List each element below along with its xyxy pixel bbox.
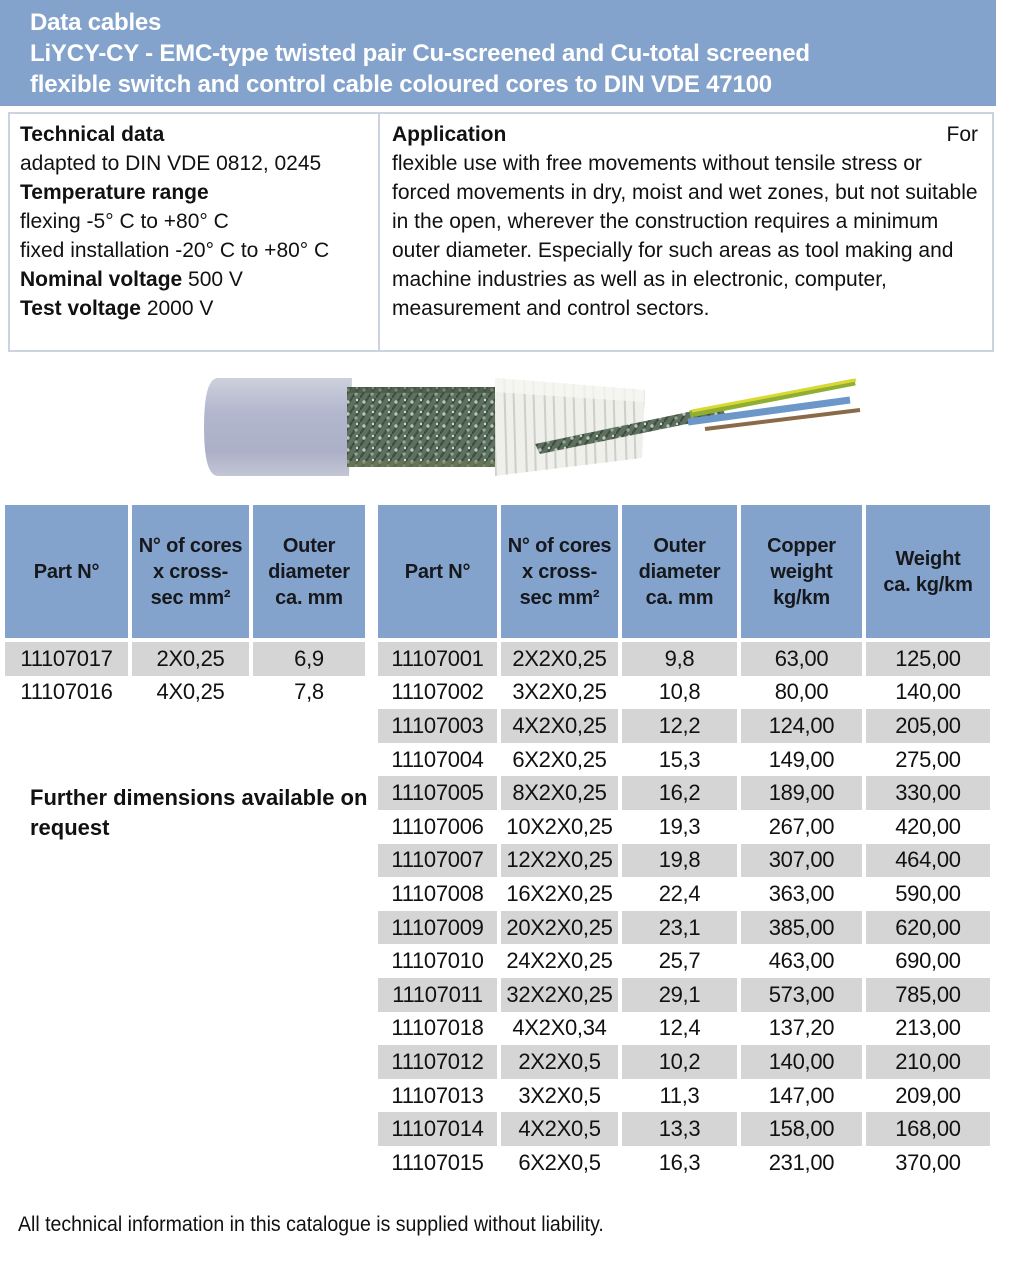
table-cell: 3X2X0,5: [501, 1079, 618, 1113]
table-cell: 11,3: [622, 1079, 737, 1113]
table-cell: 32X2X0,25: [501, 978, 618, 1012]
column-header: Weight ca. kg/km: [866, 505, 990, 638]
column-header: Part N°: [5, 505, 128, 638]
table-cell: 8X2X0,25: [501, 776, 618, 810]
table-cell: 11107012: [378, 1045, 497, 1079]
table-cell: 785,00: [866, 978, 990, 1012]
table-cell: 307,00: [741, 844, 862, 878]
technical-data-line: Test voltage 2000 V: [20, 297, 214, 320]
table-cell: 140,00: [866, 676, 990, 710]
further-dimensions-note: Further dimensions available on request: [30, 785, 368, 840]
table-cell: 16,3: [622, 1146, 737, 1180]
table-cell: 4X2X0,5: [501, 1112, 618, 1146]
table-body: [378, 642, 990, 1180]
table-cell: 11107017: [5, 642, 128, 676]
table-cell: 590,00: [866, 877, 990, 911]
table-cell: 11107003: [378, 709, 497, 743]
page-subtitle-line1: LiYCY-CY - EMC-type twisted pair Cu-screened and Cu-total screened: [30, 40, 810, 67]
table-cell: 330,00: [866, 776, 990, 810]
table-cell: 4X0,25: [132, 676, 249, 710]
table-header-row: [5, 505, 365, 638]
technical-data-line: Technical data: [20, 123, 165, 146]
table-cell: 11107001: [378, 642, 497, 676]
table-cell: 189,00: [741, 776, 862, 810]
cable-photo: [200, 374, 872, 480]
table-cell: 275,00: [866, 743, 990, 777]
table-cell: 2X2X0,25: [501, 642, 618, 676]
table-cell: 12X2X0,25: [501, 844, 618, 878]
table-cell: 573,00: [741, 978, 862, 1012]
table-cell: 24X2X0,25: [501, 944, 618, 978]
dimensions-table-right: [378, 505, 990, 1180]
table-body: [5, 642, 365, 709]
table-cell: 25,7: [622, 944, 737, 978]
table-cell: 11107014: [378, 1112, 497, 1146]
table-cell: 213,00: [866, 1012, 990, 1046]
table-cell: 370,00: [866, 1146, 990, 1180]
table-cell: 9,8: [622, 642, 737, 676]
table-cell: 11107016: [5, 676, 128, 710]
table-cell: 10X2X0,25: [501, 810, 618, 844]
table-cell: 15,3: [622, 743, 737, 777]
table-cell: 137,20: [741, 1012, 862, 1046]
technical-data-section: [10, 114, 380, 350]
column-header: N° of cores x cross- sec mm²: [501, 505, 618, 638]
table-cell: 23,1: [622, 911, 737, 945]
table-cell: 140,00: [741, 1045, 862, 1079]
table-cell: 3X2X0,25: [501, 676, 618, 710]
liability-footer: All technical information in this catalogue is supplied without liability.: [18, 1213, 604, 1236]
table-cell: 209,00: [866, 1079, 990, 1113]
table-cell: 205,00: [866, 709, 990, 743]
table-header-row: [378, 505, 990, 638]
table-cell: 620,00: [866, 911, 990, 945]
table-cell: 231,00: [741, 1146, 862, 1180]
table-cell: 63,00: [741, 642, 862, 676]
table-cell: 11107009: [378, 911, 497, 945]
table-cell: 4X2X0,34: [501, 1012, 618, 1046]
table-cell: 16,2: [622, 776, 737, 810]
table-cell: 363,00: [741, 877, 862, 911]
page-title: Data cables: [30, 9, 162, 36]
application-title: Application: [392, 123, 507, 146]
table-cell: 7,8: [253, 676, 365, 710]
application-heading: [392, 120, 978, 149]
column-header: Part N°: [378, 505, 497, 638]
table-cell: 11107013: [378, 1079, 497, 1113]
table-cell: 11107004: [378, 743, 497, 777]
table-cell: 125,00: [866, 642, 990, 676]
table-cell: 11107010: [378, 944, 497, 978]
table-cell: 11107018: [378, 1012, 497, 1046]
table-cell: 20X2X0,25: [501, 911, 618, 945]
table-cell: 11107002: [378, 676, 497, 710]
technical-data-line: adapted to DIN VDE 0812, 0245: [20, 152, 322, 175]
column-header: N° of cores x cross- sec mm²: [132, 505, 249, 638]
technical-data-line: flexing -5° C to +80° C: [20, 210, 229, 233]
table-cell: 6,9: [253, 642, 365, 676]
table-cell: 10,8: [622, 676, 737, 710]
table-cell: 690,00: [866, 944, 990, 978]
table-cell: 12,2: [622, 709, 737, 743]
application-section: [380, 114, 992, 350]
table-cell: 4X2X0,25: [501, 709, 618, 743]
column-header: Outer diameter ca. mm: [622, 505, 737, 638]
page-subtitle-line2: flexible switch and control cable coloured cores to DIN VDE 47100: [30, 71, 772, 98]
table-cell: 22,4: [622, 877, 737, 911]
outer-sheath: [204, 378, 352, 476]
technical-data-line: fixed installation -20° C to +80° C: [20, 239, 330, 262]
table-cell: 168,00: [866, 1112, 990, 1146]
table-cell: 385,00: [741, 911, 862, 945]
table-cell: 11107011: [378, 978, 497, 1012]
table-cell: 11107006: [378, 810, 497, 844]
table-cell: 11107007: [378, 844, 497, 878]
table-cell: 2X0,25: [132, 642, 249, 676]
table-cell: 463,00: [741, 944, 862, 978]
info-box: [8, 112, 994, 352]
table-cell: 11107005: [378, 776, 497, 810]
table-cell: 16X2X0,25: [501, 877, 618, 911]
table-cell: 10,2: [622, 1045, 737, 1079]
table-cell: 420,00: [866, 810, 990, 844]
column-header: Outer diameter ca. mm: [253, 505, 365, 638]
column-header: Copper weight kg/km: [741, 505, 862, 638]
page-header: [0, 0, 996, 106]
table-cell: 11107008: [378, 877, 497, 911]
table-cell: 29,1: [622, 978, 737, 1012]
table-cell: 80,00: [741, 676, 862, 710]
table-cell: 267,00: [741, 810, 862, 844]
table-cell: 2X2X0,5: [501, 1045, 618, 1079]
application-text: flexible use with free movements without tensile stress or forced movements in dry, moist and wet zones, but not suitable in the open, wherever the construction requires a minimum outer diameter. Especially for such areas as tool making and machine industries as well as in electronic, computer, measurement and control sectors.: [392, 152, 978, 320]
technical-data-line: Temperature range: [20, 181, 209, 204]
table-cell: 6X2X0,5: [501, 1146, 618, 1180]
table-cell: 6X2X0,25: [501, 743, 618, 777]
table-cell: 19,8: [622, 844, 737, 878]
table-cell: 464,00: [866, 844, 990, 878]
table-cell: 19,3: [622, 810, 737, 844]
table-cell: 147,00: [741, 1079, 862, 1113]
table-cell: 210,00: [866, 1045, 990, 1079]
table-cell: 12,4: [622, 1012, 737, 1046]
table-cell: 149,00: [741, 743, 862, 777]
table-cell: 158,00: [741, 1112, 862, 1146]
table-cell: 11107015: [378, 1146, 497, 1180]
cable-illustration: [200, 374, 872, 480]
application-first-word: For: [946, 123, 978, 146]
table-cell: 13,3: [622, 1112, 737, 1146]
dimensions-table-left: [5, 505, 365, 709]
table-cell: 124,00: [741, 709, 862, 743]
technical-data-line: Nominal voltage 500 V: [20, 268, 243, 291]
